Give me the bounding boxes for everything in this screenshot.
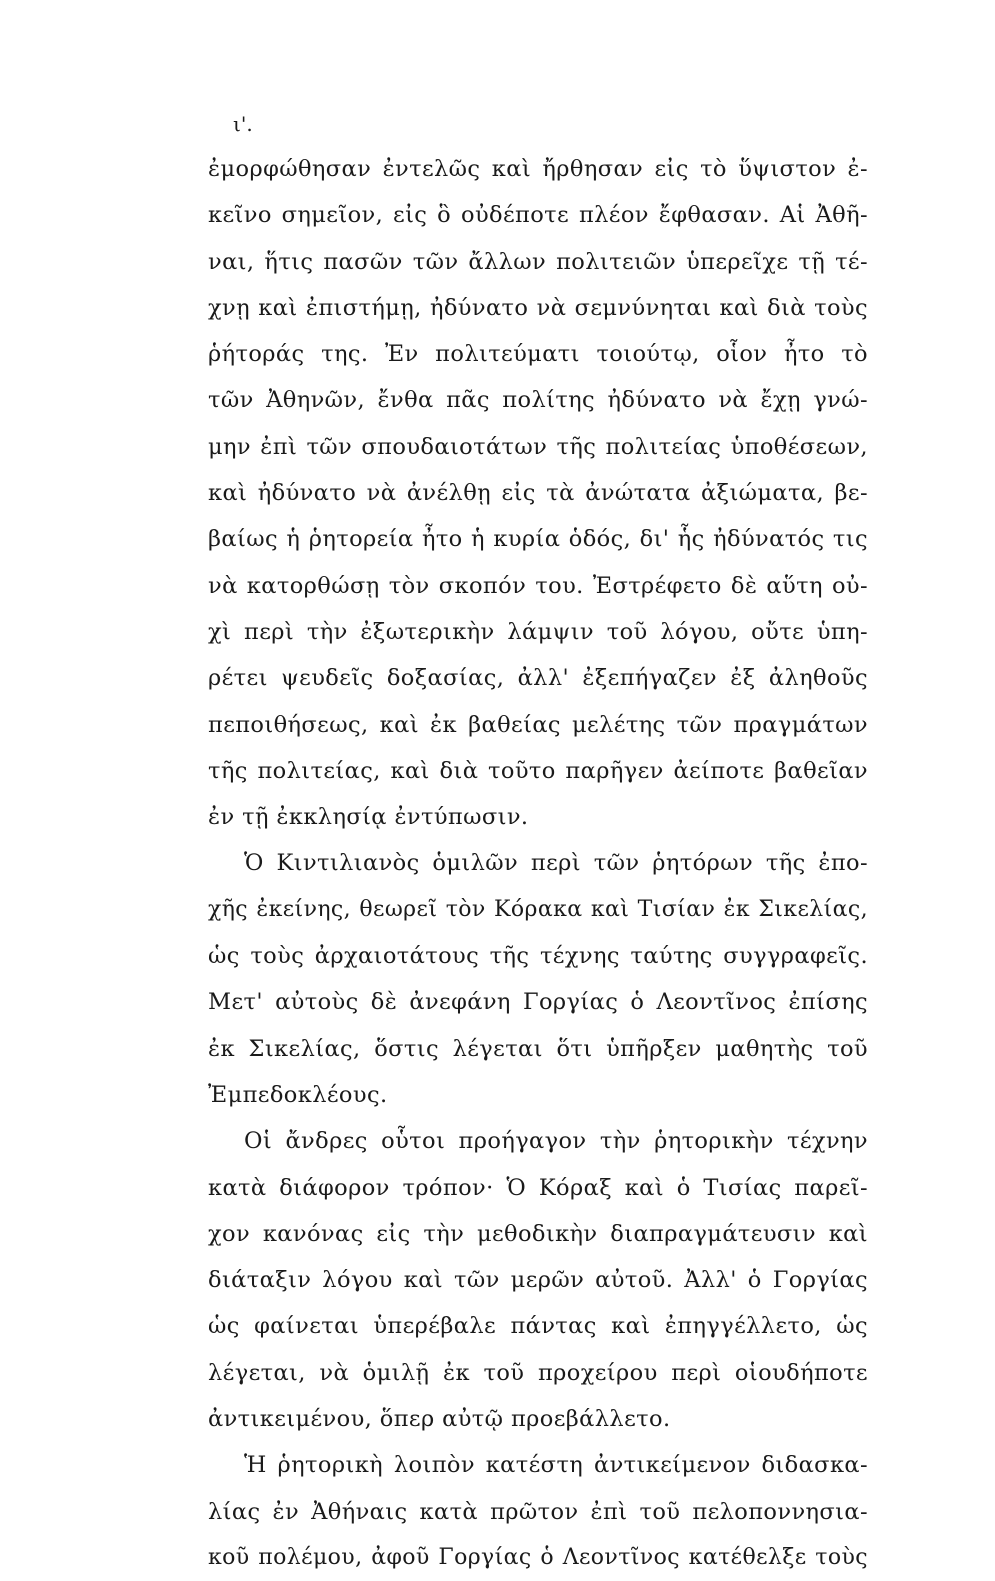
text-line: Ἡ ῥητορικὴ λοιπὸν κατέστη ἀντικείμενον διδασκα- <box>244 1452 868 1479</box>
text-line: βαίως ἡ ῥητορεία ἦτο ἡ κυρία ὁδός, δι' ἧς ἠδύνατός τις <box>208 526 868 553</box>
text-line: ὡς τοὺς ἀρχαιοτάτους τῆς τέχνης ταύτης συγγραφεῖς. <box>208 943 868 970</box>
text-line: χνῃ καὶ ἐπιστήμῃ, ἠδύνατο νὰ σεμνύνηται καὶ διὰ τοὺς <box>208 294 868 321</box>
text-line: νὰ κατορθώσῃ τὸν σκοπόν του. Ἐστρέφετο δὲ αὕτη οὐ- <box>208 572 868 599</box>
text-line: Ὁ Κιντιλιανὸς ὁμιλῶν περὶ τῶν ῥητόρων τῆς ἐπο- <box>244 850 868 877</box>
text-line: ρέτει ψευδεῖς δοξασίας, ἀλλ' ἐξεπήγαζεν ἐξ ἀληθοῦς <box>208 665 868 692</box>
text-line: τῆς πολιτείας, καὶ διὰ τοῦτο παρῆγεν ἀείποτε βαθεῖαν <box>208 757 868 784</box>
body-text <box>208 146 868 1581</box>
text-line: Οἱ ἄνδρες οὗτοι προήγαγον τὴν ῥητορικὴν τέχνην <box>244 1128 868 1155</box>
text-line: ῥήτοράς της. Ἐν πολιτεύματι τοιούτῳ, οἷον ἦτο τὸ <box>208 341 868 368</box>
text-line: ὡς φαίνεται ὑπερέβαλε πάντας καὶ ἐπηγγέλλετο, ὡς <box>208 1313 868 1340</box>
text-line: καὶ ἠδύνατο νὰ ἀνέλθῃ εἰς τὰ ἀνώτατα ἀξιώματα, βε- <box>208 480 868 507</box>
text-line: χῆς ἐκείνης, θεωρεῖ τὸν Κόρακα καὶ Τισίαν ἐκ Σικελίας, <box>208 896 868 922</box>
text-line: τῶν Ἀθηνῶν, ἔνθα πᾶς πολίτης ἠδύνατο νὰ ἔχῃ γνώ- <box>208 387 868 414</box>
text-line: χον κανόνας εἰς τὴν μεθοδικὴν διαπραγμάτευσιν καὶ <box>208 1220 868 1247</box>
text-line: λίας ἐν Ἀθήναις κατὰ πρῶτον ἐπὶ τοῦ πελοποννησια- <box>208 1498 868 1525</box>
text-line: Μετ' αὐτοὺς δὲ ἀνεφάνη Γοργίας ὁ Λεοντῖνος ἐπίσης <box>208 989 868 1016</box>
text-line: λέγεται, νὰ ὁμιλῇ ἐκ τοῦ προχείρου περὶ οἱουδήποτε <box>208 1359 868 1386</box>
text-line: χὶ περὶ τὴν ἐξωτερικὴν λάμψιν τοῦ λόγου, οὔτε ὑπη- <box>208 618 868 645</box>
text-line: ἐμορφώθησαν ἐντελῶς καὶ ἤρθησαν εἰς τὸ ὕψιστον ἐ- <box>208 156 868 182</box>
text-line: κεῖνο σημεῖον, εἰς ὃ οὐδέποτε πλέον ἔφθασαν. Αἱ Ἀθῆ- <box>208 202 868 229</box>
text-line: διάταξιν λόγου καὶ τῶν μερῶν αὐτοῦ. Ἀλλ' ὁ Γοργίας <box>208 1267 868 1294</box>
text-line: Ἐμπεδοκλέους. <box>208 1081 388 1108</box>
text-line: πεποιθήσεως, καὶ ἐκ βαθείας μελέτης τῶν πραγμάτων <box>208 711 868 738</box>
text-line: κοῦ πολέμου, ἀφοῦ Γοργίας ὁ Λεοντῖνος κατέθελξε τοὺς <box>208 1544 868 1570</box>
text-line: ἐκ Σικελίας, ὅστις λέγεται ὅτι ὑπῆρξεν μαθητὴς τοῦ <box>208 1035 868 1062</box>
text-line: ἐν τῇ ἐκκλησίᾳ ἐντύπωσιν. <box>208 804 529 831</box>
text-line: ἀντικειμένου, ὅπερ αὐτῷ προεβάλλετο. <box>208 1406 671 1433</box>
text-line: μην ἐπὶ τῶν σπουδαιοτάτων τῆς πολιτείας ὑποθέσεων, <box>208 433 868 460</box>
text-line: ναι, ἥτις πασῶν τῶν ἄλλων πολιτειῶν ὑπερεῖχε τῇ τέ- <box>208 248 868 275</box>
page-number: ι'. <box>233 112 253 136</box>
text-line: κατὰ διάφορον τρόπον· Ὁ Κόραξ καὶ ὁ Τισίας παρεῖ- <box>208 1174 868 1201</box>
